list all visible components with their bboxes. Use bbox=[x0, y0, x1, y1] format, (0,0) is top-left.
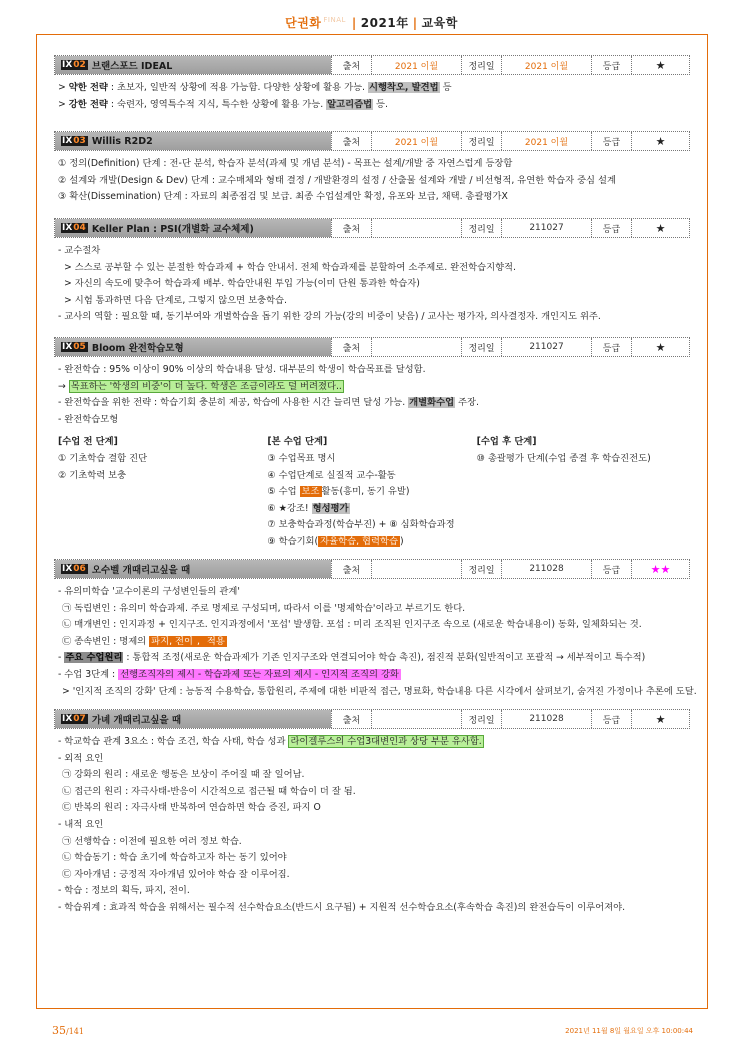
section-title: IX 05 Bloom 완전학습모형 bbox=[55, 338, 331, 356]
stage-item: ⑦ 보충학습과정(학습부진) + ⑧ 심화학습과정 bbox=[267, 519, 455, 531]
text-line: > 스스로 공부할 수 있는 분절한 학습과제 + 학습 안내서. 전체 학습과제를 분할하여 소주제로. 완전학습지향적. bbox=[64, 261, 516, 273]
highlight: 자율학습, 협력학습 bbox=[320, 535, 398, 547]
header-year: 2021年 bbox=[360, 16, 409, 30]
date-label: 정리일 bbox=[461, 132, 501, 150]
date-value: 211027 bbox=[501, 219, 591, 237]
section-title-row bbox=[54, 55, 690, 75]
section-title: IX 04 Keller Plan : PSI(개별화 교수체제) bbox=[55, 219, 331, 237]
stage-item: ② 기초학력 보충 bbox=[58, 469, 127, 481]
section-ix02 bbox=[54, 55, 690, 113]
highlight: 적용 bbox=[206, 635, 225, 647]
grade-label: 등급 bbox=[591, 56, 631, 74]
section-ix03 bbox=[54, 131, 690, 206]
text-line: > 시험 통과하면 다음 단계로, 그렇지 않으면 보충학습. bbox=[64, 294, 287, 306]
section-title-row bbox=[54, 337, 690, 357]
grade-label: 등급 bbox=[591, 710, 631, 728]
source-label: 출처 bbox=[331, 338, 371, 356]
text-line: > 자신의 속도에 맞추어 학습과제 배부. 학습안내원 투입 가능(이미 단원 통과한 학습자) bbox=[64, 278, 420, 290]
highlight: 시행착오, 발견법 bbox=[368, 82, 439, 93]
model-stages bbox=[58, 434, 686, 550]
text-line: - 유의미학습 '교수이론의 구성변인들의 관계' bbox=[58, 586, 240, 597]
stage-post bbox=[477, 434, 686, 550]
grade-label: 등급 bbox=[591, 560, 631, 578]
grade-stars: ★ bbox=[631, 132, 689, 150]
source-label: 출처 bbox=[331, 219, 371, 237]
print-timestamp: 2021년 11월 8일 월요일 오후 10:00:44 bbox=[565, 1027, 693, 1035]
text-line: ㉢ 자아개념 : 긍정적 자아개념 있어야 학습 잘 이루어짐. bbox=[62, 868, 290, 880]
section-title-row bbox=[54, 131, 690, 151]
text-line: - 완전학습을 위한 전략 : 학습기회 충분히 제공, 학습에 사용한 시간 늘리면 달성 가능. 개별화수업 주장. bbox=[58, 397, 479, 409]
grade-stars: ★ bbox=[631, 338, 689, 356]
source-value: 2021 이월 bbox=[371, 56, 461, 74]
section-ix06 bbox=[54, 559, 697, 700]
text-line: - 교수절차 bbox=[58, 245, 101, 256]
source-value bbox=[371, 338, 461, 356]
text-line: ㉢ 종속변인 : 명제의 파지, 전이 , 적용 bbox=[62, 635, 225, 647]
source-label: 출처 bbox=[331, 56, 371, 74]
header-faint-mark: FINAL bbox=[323, 16, 346, 24]
date-label: 정리일 bbox=[461, 219, 501, 237]
section-title-row bbox=[54, 559, 690, 579]
header-subject: 교육학 bbox=[421, 16, 458, 30]
source-label: 출처 bbox=[331, 560, 371, 578]
section-title: IX 02 브랜스포드 IDEAL bbox=[55, 56, 331, 74]
section-title: IX 03 Willis R2D2 bbox=[55, 132, 331, 150]
grade-label: 등급 bbox=[591, 132, 631, 150]
text-line: ① 정의(Definition) 단계 : 전-단 분석, 학습자 분석(과제 및 개념 분석) - 목표는 설계/개발 중 자연스럽게 등장함 bbox=[58, 158, 513, 169]
section-body bbox=[54, 357, 690, 551]
grade-stars: ★ bbox=[631, 710, 689, 728]
date-value: 211028 bbox=[501, 710, 591, 728]
grade-stars: ★ bbox=[631, 56, 689, 74]
grade-stars: ★★ bbox=[631, 560, 689, 578]
header-separator: | bbox=[351, 16, 357, 30]
text-line: ㉡ 접근의 원리 : 자극사태-반응이 시간적으로 접근될 때 학습이 더 잘 됨. bbox=[62, 785, 356, 797]
date-value: 2021 이월 bbox=[501, 56, 591, 74]
source-value bbox=[371, 219, 461, 237]
text-line: ㉡ 매개변인 : 인지과정 + 인지구조. 인지과정에서 '포섭' 발생함. 포섭 : 미리 조직된 인지구조 속으로 (새로운 학습내용이) 동화, 일체화되는 것. bbox=[62, 619, 642, 631]
document-header bbox=[0, 14, 743, 31]
stage-item: ⑤ 수업 보조 활동(흥미, 동기 유발) bbox=[267, 486, 410, 498]
grade-label: 등급 bbox=[591, 338, 631, 356]
highlight: 형성평가 bbox=[312, 502, 349, 514]
highlight: 파지, 전이 bbox=[151, 635, 193, 647]
date-label: 정리일 bbox=[461, 338, 501, 356]
highlight: 라이겔루스의 수업3대변인과 상당 부분 유사함. bbox=[290, 736, 482, 747]
section-ix04 bbox=[54, 218, 690, 326]
date-label: 정리일 bbox=[461, 56, 501, 74]
section-ix05 bbox=[54, 337, 690, 551]
stage-title: [수업 전 단계] bbox=[58, 436, 118, 448]
highlight: 선행조직자의 제시 - 학습과제 또는 자료의 제시 - 인지적 조직의 강화 bbox=[120, 668, 399, 680]
section-body bbox=[54, 729, 690, 917]
section-body bbox=[54, 579, 697, 700]
header-title: 단권화 bbox=[285, 16, 322, 30]
section-title: IX 06 오수벨 개때리고싶을 때 bbox=[55, 560, 331, 578]
text-line: ② 설계와 개발(Design & Dev) 단계 : 교수매체와 형태 결정 / 개발환경의 설정 / 산출물 설계와 개발 / 비선형적, 유연한 학습자 중심 설계 bbox=[58, 174, 616, 186]
stage-main bbox=[267, 434, 476, 550]
date-label: 정리일 bbox=[461, 710, 501, 728]
text-line: - 주요 수업원리 : 통합적 조정(새로운 학습과제가 기존 인지구조와 연결되어야 학습 촉진), 점진적 분화(일반적이고 포괄적 → 세부적이고 특수적) bbox=[58, 652, 646, 664]
highlight: 주요 수업원리 bbox=[65, 652, 123, 664]
text-line: ㉠ 선행학습 : 이전에 필요한 여러 정보 학습. bbox=[62, 835, 242, 847]
text-line: > 강한 전략 : 숙련자, 영역특수적 지식, 특수한 상황에 활용 가능. 알고리즘법 등. bbox=[58, 98, 388, 110]
text-line: ㉠ 강화의 원리 : 새로운 행동은 보상이 주어질 때 잘 일어남. bbox=[62, 769, 305, 781]
grade-stars: ★ bbox=[631, 219, 689, 237]
text-line: - 외적 요인 bbox=[58, 752, 104, 764]
page-number: 35/141 bbox=[52, 1024, 84, 1037]
section-ix07 bbox=[54, 709, 690, 917]
text-line: - 학교학습 관계 3요소 : 학습 조건, 학습 사태, 학습 성과 라이겔루스의 수업3대변인과 상당 부분 유사함. bbox=[58, 736, 482, 747]
text-line: - 완전학습 : 95% 이상이 90% 이상의 학습내용 달성. 대부분의 학생이 학습목표를 달성함. bbox=[58, 364, 426, 375]
text-line: ③ 확산(Dissemination) 단계 : 자료의 최종점검 및 보급. 최종 수업설계안 확정, 유포와 보급, 채택. 총괄평가X bbox=[58, 191, 508, 203]
source-label: 출처 bbox=[331, 132, 371, 150]
highlight: 개별화수업 bbox=[409, 397, 455, 409]
date-value: 211028 bbox=[501, 560, 591, 578]
header-separator: | bbox=[412, 16, 418, 30]
stage-item: ④ 수업단계로 실질적 교수-활동 bbox=[267, 469, 396, 481]
stage-title: [수업 후 단계] bbox=[476, 436, 537, 448]
highlight: 목표하는 '학생의 비중'이 더 높다. 학생은 조금이라도 덜 버려졌다.. bbox=[70, 380, 342, 392]
highlight: 보조 bbox=[301, 486, 320, 498]
text-line: - 학습위계 : 효과적 학습을 위해서는 필수적 선수학습요소(반드시 요구됨) + 지원적 선수학습요소(후속학습 촉진)의 완전습득이 이루어져야. bbox=[58, 901, 626, 913]
text-line: - 학습 : 정보의 획득, 파지, 전이. bbox=[58, 885, 190, 897]
text-line: ㉡ 학습동기 : 학습 초기에 학습하고자 하는 동기 있어야 bbox=[62, 852, 287, 864]
section-title: IX 07 가녜 개때리고싶을 때 bbox=[55, 710, 331, 728]
text-line: ㉠ 독립변인 : 유의미 학습과제. 주로 명제로 구성되며, 따라서 이를 '명제학습'이라고 부르기도 한다. bbox=[62, 602, 466, 614]
source-value: 2021 이월 bbox=[371, 132, 461, 150]
section-body bbox=[54, 151, 690, 206]
stage-item: ⑥ ★강조! 형성평가 bbox=[267, 502, 349, 514]
source-label: 출처 bbox=[331, 710, 371, 728]
text-line: - 완전학습모형 bbox=[58, 413, 119, 425]
text-line: ㉢ 반복의 원리 : 자극사태 반복하여 연습하면 학습 증진, 파지 O bbox=[62, 802, 321, 814]
stage-title: [본 수업 단계] bbox=[267, 436, 328, 448]
text-line: - 수업 3단계 : 선행조직자의 제시 - 학습과제 또는 자료의 제시 - 인지적 조직의 강화 bbox=[58, 668, 399, 680]
text-line: → 목표하는 '학생의 비중'이 더 높다. 학생은 조금이라도 덜 버려졌다.. bbox=[58, 380, 342, 392]
stage-item: ⑩ 총괄평가 단계(수업 종결 후 학습진전도) bbox=[476, 452, 651, 464]
text-line: > '인지적 조직의 강화' 단계 : 능동적 수용학습, 통합원리, 주제에 대한 비판적 접근, 명료화, 학습내용 다른 시각에서 살펴보기, 숨겨진 가정이나 추론에 도달. bbox=[62, 685, 697, 697]
stage-item: ③ 수업목표 명시 bbox=[267, 452, 336, 464]
section-body bbox=[54, 238, 690, 326]
stage-pre bbox=[58, 434, 267, 550]
section-title-row bbox=[54, 218, 690, 238]
text-line: - 내적 요인 bbox=[58, 818, 104, 830]
stage-item: ① 기초학습 결함 진단 bbox=[58, 452, 148, 464]
section-body bbox=[54, 75, 690, 113]
text-line: - 교사의 역할 : 필요할 때, 동기부여와 개별학습을 돕기 위한 강의 가능(강의 비중이 낮음) / 교사는 평가자, 의사결정자. 개인지도 위주. bbox=[58, 311, 601, 323]
date-value: 2021 이월 bbox=[501, 132, 591, 150]
text-line: > 약한 전략 : 초보자, 일반적 상황에 적용 가능함. 다양한 상황에 활용 가능. 시행착오, 발견법 등 bbox=[58, 82, 452, 93]
grade-label: 등급 bbox=[591, 219, 631, 237]
highlight: 알고리즘법 bbox=[327, 98, 373, 110]
source-value bbox=[371, 710, 461, 728]
source-value bbox=[371, 560, 461, 578]
date-value: 211027 bbox=[501, 338, 591, 356]
date-label: 정리일 bbox=[461, 560, 501, 578]
stage-item: ⑨ 학습기회( 자율학습, 협력학습 ) bbox=[267, 535, 404, 547]
section-title-row bbox=[54, 709, 690, 729]
